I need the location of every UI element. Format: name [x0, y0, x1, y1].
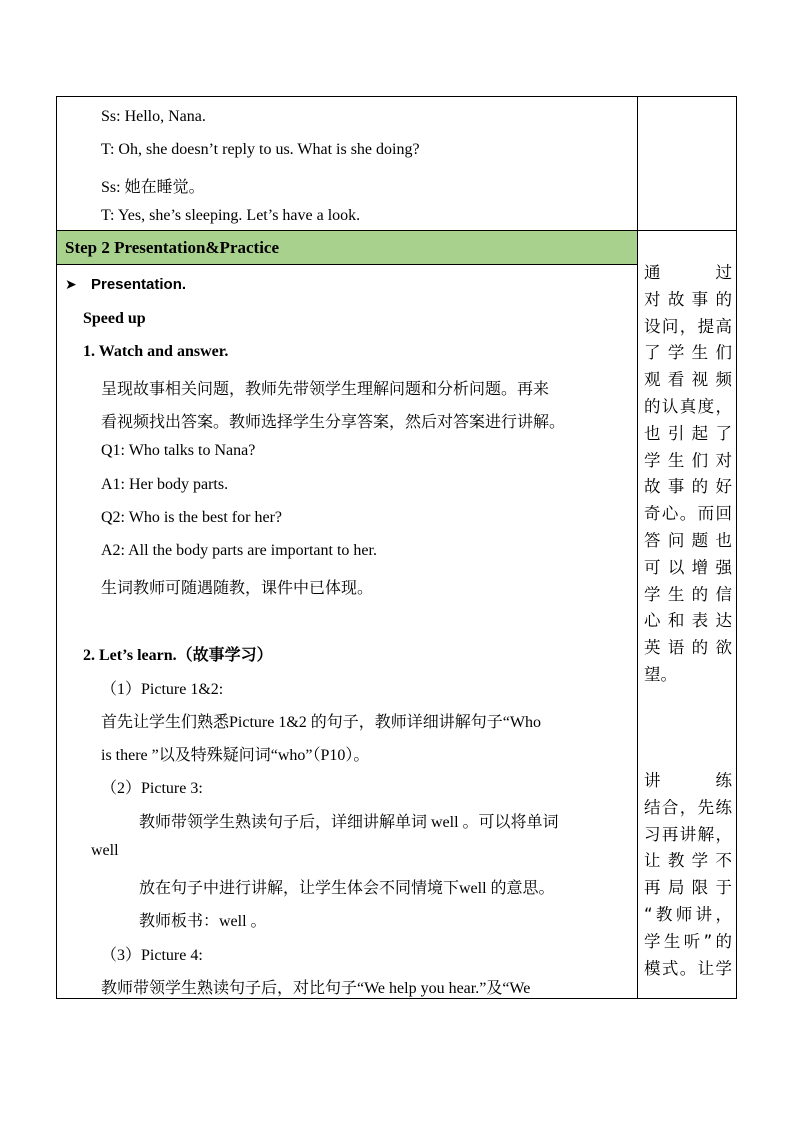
question-1: Q1: Who talks to Nana?: [101, 442, 256, 459]
lesson-plan-table: [56, 96, 737, 999]
intro-line-1: Ss: Hello, Nana.: [101, 108, 206, 125]
side-note-line: 学生的信: [644, 584, 732, 604]
side-note-line: 望。: [644, 664, 677, 684]
side-note-line: 奇心。而回: [644, 504, 732, 524]
intro-line-2: T: Oh, she doesn’t reply to us. What is she doing?: [101, 141, 420, 158]
watch-heading: 1. Watch and answer.: [83, 343, 229, 360]
side-note-2: [644, 768, 732, 982]
picture-3-line-2: well: [91, 842, 119, 859]
vocab-note: 生词教师可随遇随教，课件中已体现。: [101, 580, 374, 597]
side-note-line: 通 过: [644, 263, 732, 282]
picture-12-title: （1）Picture 1&2:: [101, 681, 224, 698]
step-title: Step 2 Presentation&Practice: [65, 238, 280, 257]
side-note-line: 让教学不: [644, 851, 732, 871]
side-note-line: 模式。让学: [644, 958, 732, 978]
side-note-line: 故事的好: [644, 477, 732, 497]
side-note-line: 了学生们: [644, 343, 732, 363]
side-note-line: “教师讲，: [644, 904, 732, 924]
picture-4-line-1: 教师带领学生熟读句子后，对比句子“We help you hear.”及“We: [101, 980, 531, 997]
presentation-heading: Presentation.: [91, 276, 187, 293]
arrowhead-bullet-icon: ➤: [65, 277, 77, 293]
side-note-line: 观看视频: [644, 370, 732, 390]
picture-3-line-1: 教师带领学生熟读句子后，详细讲解单词 well 。可以将单词: [139, 814, 559, 831]
side-note-1: [644, 260, 732, 689]
side-note-line: 也引起了: [644, 423, 732, 443]
side-note-line: 对故事的: [644, 289, 732, 309]
side-note-line: 答问题也: [644, 530, 732, 550]
side-note-line: 讲 练: [644, 771, 732, 790]
picture-12-line-2: is there ”以及特殊疑问词“who”（P10）。: [101, 747, 370, 764]
side-note-line: 设问，提高: [644, 316, 732, 336]
speed-up-heading: Speed up: [83, 310, 146, 327]
side-note-line: 心和表达: [644, 611, 732, 631]
side-note-line: 的认真度，: [644, 396, 732, 416]
side-note-line: 再局限于: [644, 878, 732, 898]
step-header: [57, 231, 637, 265]
column-divider: [637, 97, 638, 998]
picture-3-title: （2）Picture 3:: [101, 780, 203, 797]
learn-heading: 2. Let’s learn.（故事学习）: [83, 647, 273, 664]
picture-12-line-1: 首先让学生们熟悉Picture 1&2 的句子，教师详细讲解句子“Who: [101, 714, 541, 731]
intro-line-3: Ss: 她在睡觉。: [101, 179, 205, 196]
answer-1: A1: Her body parts.: [101, 476, 229, 493]
side-note-line: 英语的欲: [644, 638, 732, 658]
side-note-line: 学生们对: [644, 450, 732, 470]
picture-3-line-3: 放在句子中进行讲解，让学生体会不同情境下well 的意思。: [139, 880, 555, 897]
question-2: Q2: Who is the best for her?: [101, 509, 282, 526]
side-note-line: 结合，先练: [644, 797, 732, 817]
side-note-line: 习再讲解，: [644, 824, 732, 844]
watch-para-line-2: 看视频找出答案。教师选择学生分享答案，然后对答案进行讲解。: [101, 414, 566, 431]
picture-3-line-4: 教师板书：well 。: [139, 913, 267, 930]
picture-4-title: （3）Picture 4:: [101, 947, 203, 964]
side-note-line: 学生听”的: [644, 931, 732, 951]
side-note-line: 可以增强: [644, 557, 732, 577]
intro-line-4: T: Yes, she’s sleeping. Let’s have a look.: [101, 207, 361, 224]
answer-2: A2: All the body parts are important to her.: [101, 542, 377, 559]
watch-para-line-1: 呈现故事相关问题，教师先带领学生理解问题和分析问题。再来: [101, 381, 550, 398]
